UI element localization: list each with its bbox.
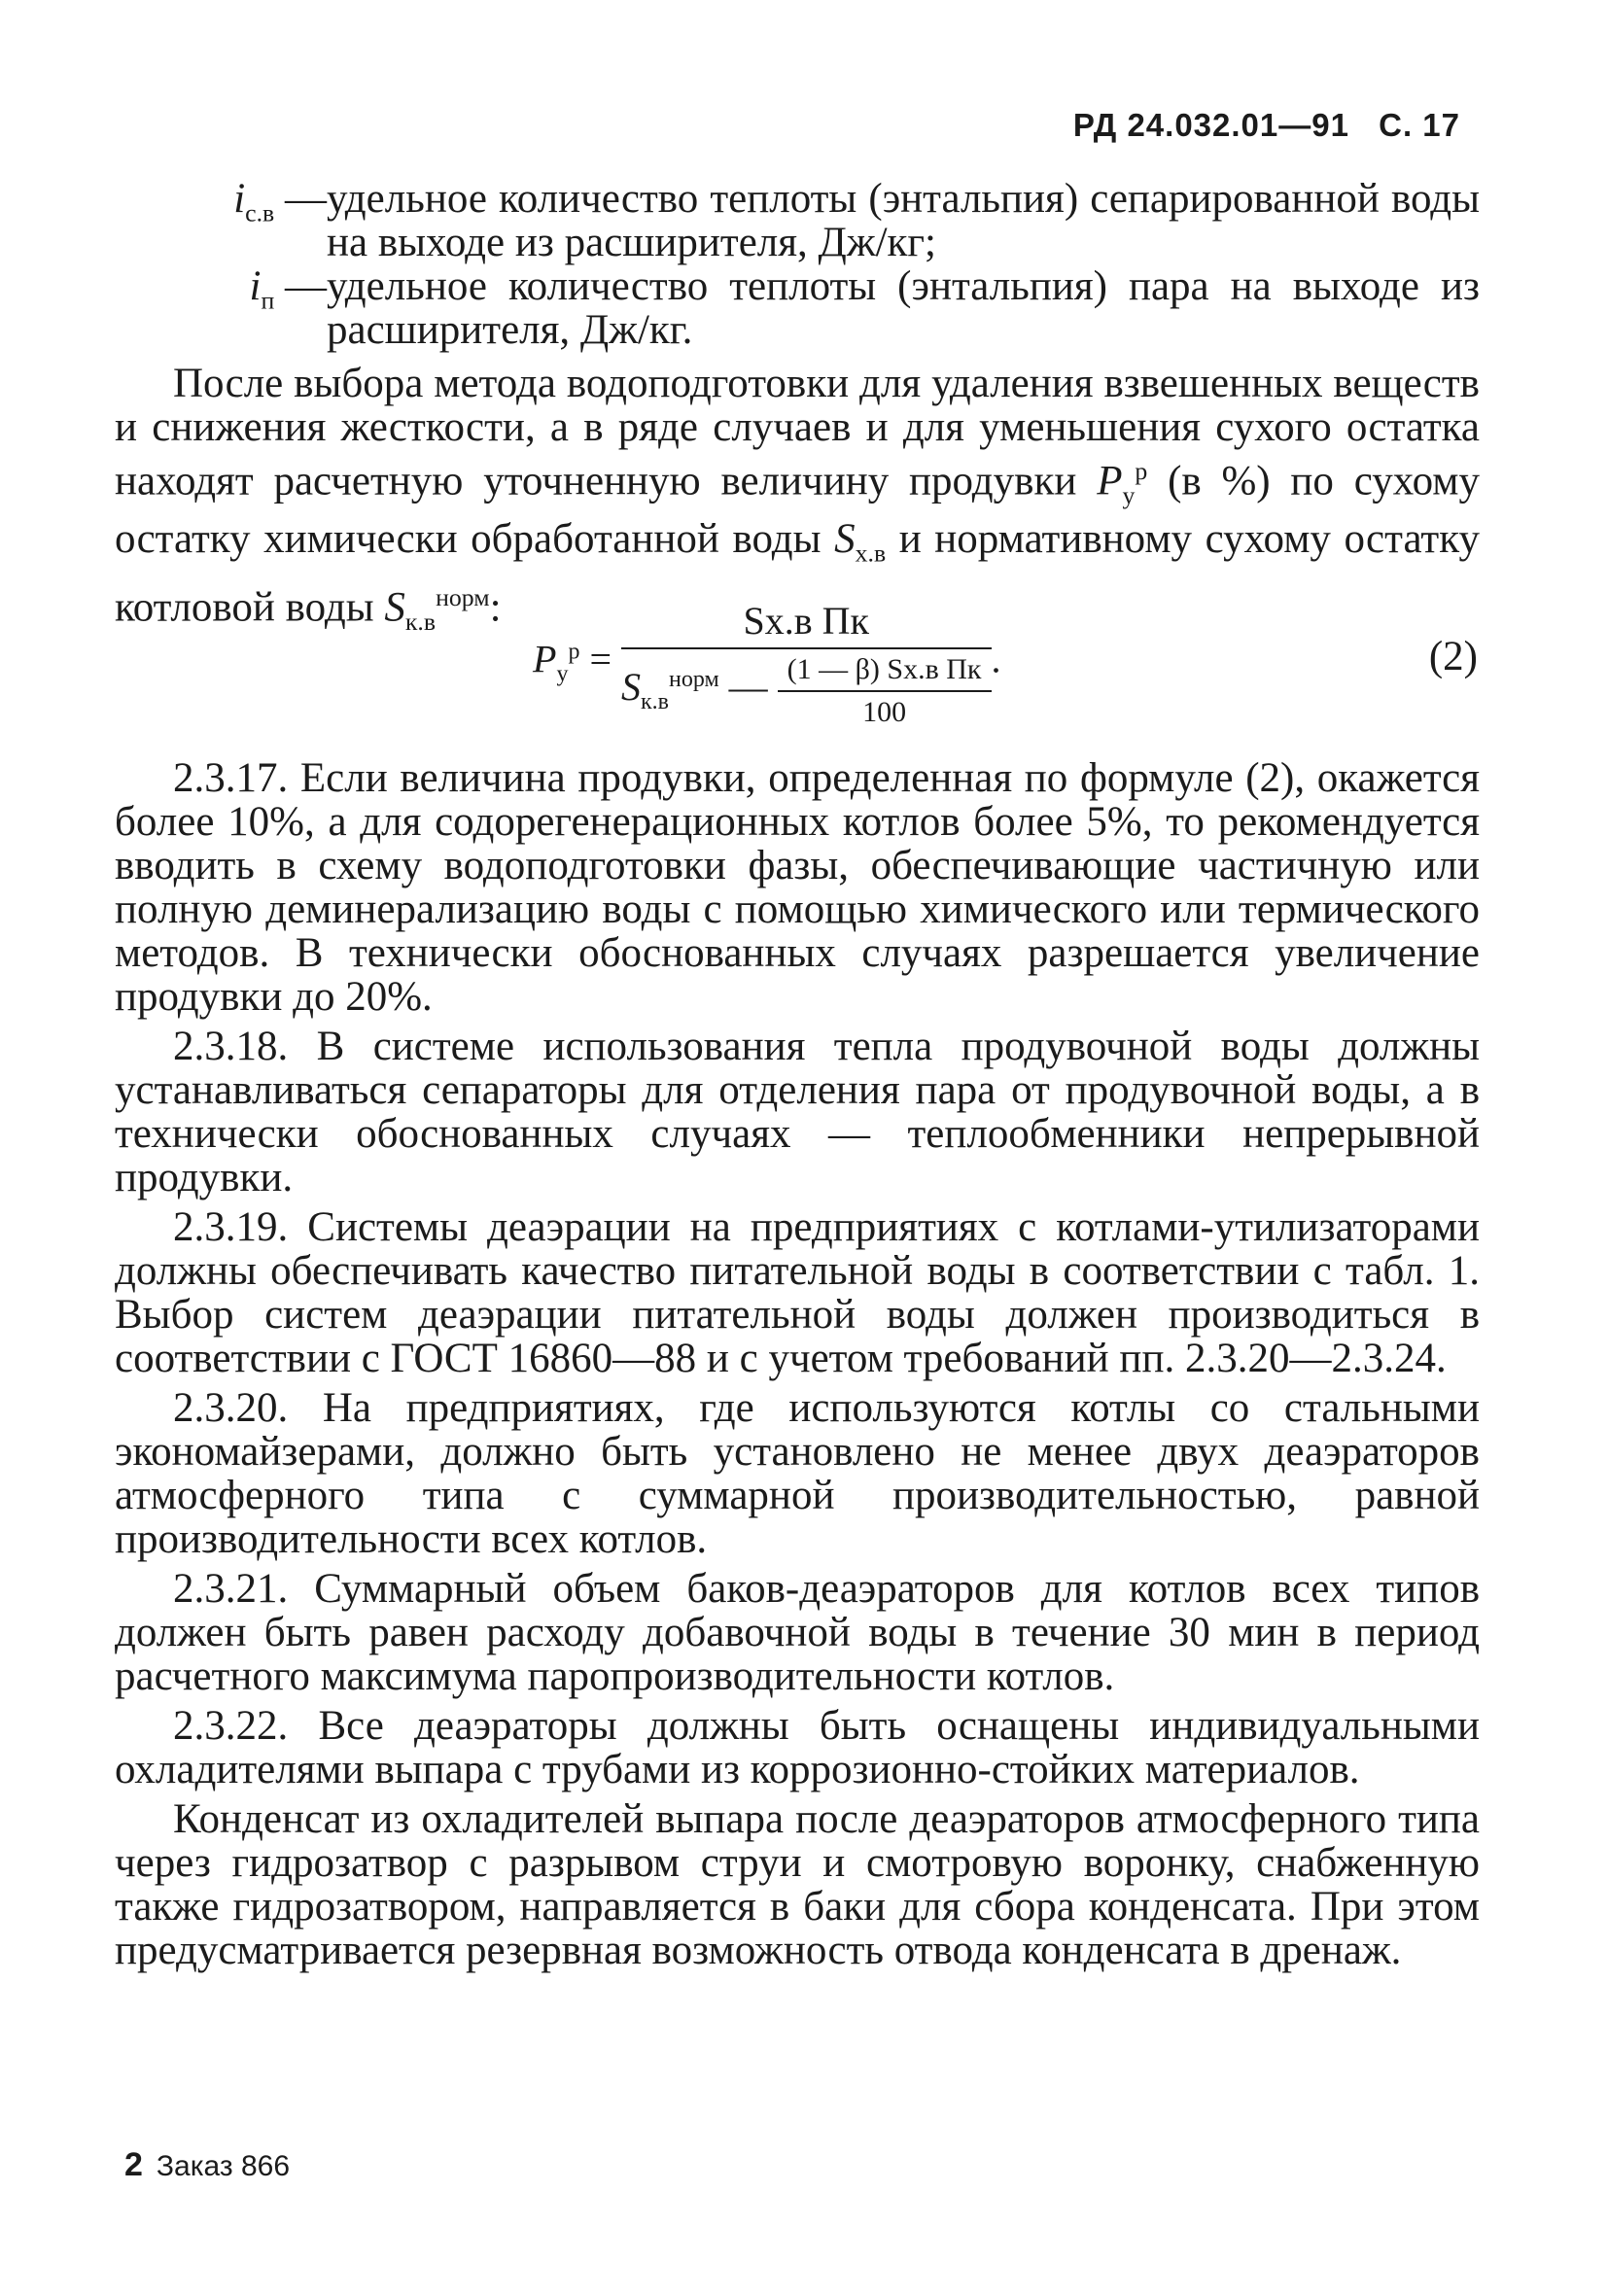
- paragraph-2-3-17: 2.3.17. Если величина продувки, определенная по формуле (2), окажется более 10%, а для содорегенерационных котлов более 5%, то рекомендуется вводить в схему водоподготовки фазы, обеспечивающие частичную или полную деминерализацию воды с помощью химического или термического методов. В технически обоснованных случаях разрешается увеличение продувки до 20%.: [115, 755, 1480, 1020]
- main-denominator: $S_{к.в}^{норм}$ — $\frac{\text{(1 — β) Sх.в Пк}}{100}$: [621, 649, 992, 729]
- formula-2: [115, 598, 1480, 728]
- formula-number: (2): [1428, 634, 1478, 679]
- definition-steam-enthalpy: [115, 264, 1480, 352]
- blowdown-formula: $P_у^р$ = Sх.в Пк $S_{к.в}^{норм}$ — $\frac{\text{(1 — β) Sх.в Пк}}{100}$ .: [533, 599, 1001, 728]
- paragraph-2-3-21: 2.3.21. Суммарный объем баков-деаэраторов для котлов всех типов должен быть равен расходу добавочной воды в течение 30 мин в период расчетного максимума паропроизводительности котлов.: [115, 1566, 1480, 1699]
- document-reference: РД 24.032.01—91: [1072, 107, 1349, 143]
- inner-fraction: $\frac{\text{(1 — β) Sх.в Пк}}{100}$: [778, 653, 992, 729]
- symbol: i: [249, 263, 262, 309]
- sheet-number: 2: [124, 2146, 143, 2183]
- paragraph-2-3-18: 2.3.18. В системе использования тепла продувочной воды должны устанавливаться сепараторы для отделения пара от продувочной воды, а в технически обоснованных случаях — теплообменники непрерывной продувки.: [115, 1024, 1480, 1200]
- paragraph-condensate: Конденсат из охладителей выпара после деаэраторов атмосферного типа через гидрозатвор с разрывом струи и смотровую воронку, снабженную также гидрозатвором, направляется в баки для сбора конденсата. При этом предусматривается резервная возможность отвода конденсата в дренаж.: [115, 1796, 1480, 1973]
- main-numerator: Sх.в Пк: [621, 598, 992, 649]
- definitions-block: [115, 177, 1480, 352]
- definition-separated-water-enthalpy: [115, 177, 1480, 264]
- print-order: Заказ 866: [156, 2150, 291, 2182]
- symbol: i: [233, 176, 246, 222]
- paragraph-2-3-20: 2.3.20. На предприятиях, где используются котлы со стальными экономайзерами, должно быть установлено не менее двух деаэраторов атмосферного типа с суммарной производительностью, равной производительности всех котлов.: [115, 1385, 1480, 1562]
- symbol-subscript: с.в: [245, 198, 275, 227]
- paragraph-2-3-19: 2.3.19. Системы деаэрации на предприятиях с котлами-утилизаторами должны обеспечивать качество питательной воды в соответствии с табл. 1. Выбор систем деаэрации питательной воды должен производиться в соответствии с ГОСТ 16860—88 и с учетом требований пп. 2.3.20—2.3.24.: [115, 1204, 1480, 1381]
- main-text-block: [115, 756, 1480, 1978]
- definition-text: удельное количество теплоты (энтальпия) сепарированной воды на выходе из расширителя, Дж/кг;: [327, 176, 1480, 265]
- definition-text: удельное количество теплоты (энтальпия) пара на выходе из расширителя, Дж/кг.: [327, 263, 1480, 353]
- symbol-subscript: п: [261, 286, 275, 315]
- page-footer: [124, 2146, 290, 2184]
- page-number: С. 17: [1379, 107, 1460, 143]
- main-fraction: [621, 598, 992, 729]
- page-header: [1073, 107, 1460, 144]
- dash: —: [274, 263, 327, 309]
- dash: —: [274, 176, 327, 222]
- intro-paragraph: После выбора метода водоподготовки для удаления взвешенных веществ и снижения жесткости, а в ряде случаев и для уменьшения сухого остатка находят расчетную уточненную величину продувки $P_у^р$ (в %) по сухому остатку химически обработанной воды $S_{х.в}$ и нормативному сухому остатку котловой воды $S_{к.в}^{норм}$:: [115, 361, 1481, 636]
- paragraph-2-3-22: 2.3.22. Все деаэраторы должны быть оснащены индивидуальными охладителями выпара с трубами из коррозионно-стойких материалов.: [115, 1703, 1480, 1792]
